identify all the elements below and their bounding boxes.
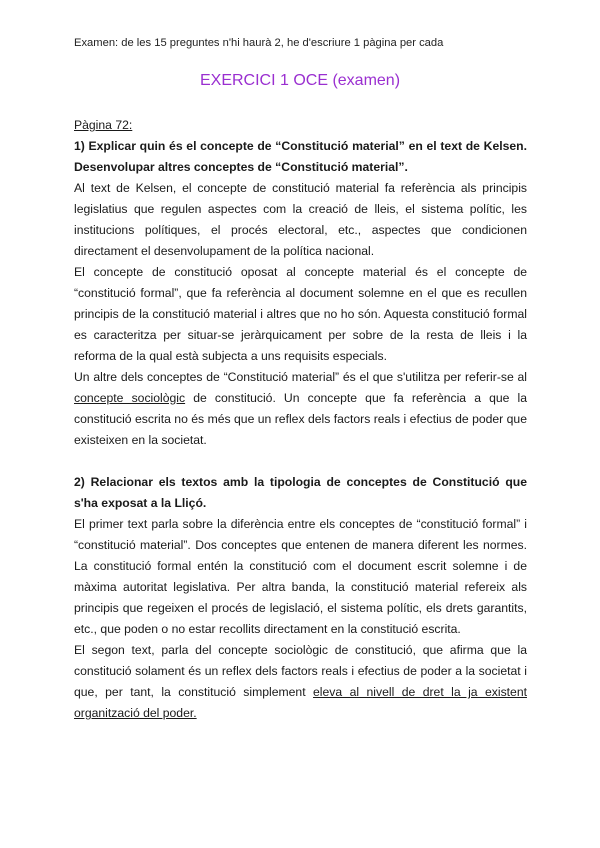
question-2: 2) Relacionar els textos amb la tipologia de conceptes de Constitució que s'ha exposat a la Lliçó. [74,475,527,510]
document-body [74,115,527,724]
underlined-conclusion: eleva al nivell de dret la ja existent organització del poder. [74,685,527,720]
page-title: EXERCICI 1 OCE (examen) [199,72,401,89]
q1-paragraph-1: Al text de Kelsen, el concepte de constitució material fa referència als principis legislatius que regulen aspectes com la creació de lleis, el sistema polític, les institucions polítiques, el procés electoral, etc., aspectes que condicionen directament el desenvolupament de la política nacional. [74,181,527,258]
q1-p3-text-before: Un altre dels conceptes de “Constitució material” és el que s'utilitza per referir-se al [74,370,527,384]
q2-paragraph-2 [74,640,527,724]
question-1: 1) Explicar quin és el concepte de “Constitució material” en el text de Kelsen. Desenvolupar altres conceptes de “Constitució material”. [74,139,527,174]
q1-paragraph-3 [74,367,527,451]
underlined-term-sociologic: concepte sociològic [74,391,186,405]
q1-p3-text-after: de constitució. Un concepte que fa referència a que la constitució escrita no és més que un reflex dels factors reals i efectius de poder que existeixen en la societat. [74,391,527,447]
header-note: Examen: de les 15 preguntes n'hi haurà 2, he d'escriure 1 pàgina per cada [74,37,444,49]
page-reference: Pàgina 72: [74,118,133,132]
q1-paragraph-2: El concepte de constitució oposat al concepte material és el concepte de “constitució formal”, que fa referència al document solemne en el que es recullen principis de la constitució material i altres que no ho són. Aquesta constitució formal es caracteritza per situar-se jeràrquicament per sobre de la resta de lleis i la reforma de la qual està subjecta a uns requisits especials. [74,265,527,363]
section-spacer [74,451,527,472]
q2-paragraph-1: El primer text parla sobre la diferència entre els conceptes de “constitució formal” i “constitució material”. Dos conceptes que entenen de manera diferent les normes. La constitució formal entén la constitució com el document escrit solemne i de màxima autoritat legislativa. Per altra banda, la constitució material refereix als principis que regeixen el procés de legislació, el sistema polític, els drets garantits, etc., que poden o no estar recollits directament en la constitució escrita. [74,517,527,636]
q2-p2-text-before: El segon text, parla del concepte sociològic de constitució, que afirma que la constitució solament és un reflex dels factors reals i efectius de poder a la societat i que, per tant, la constitució simplement [74,643,527,699]
